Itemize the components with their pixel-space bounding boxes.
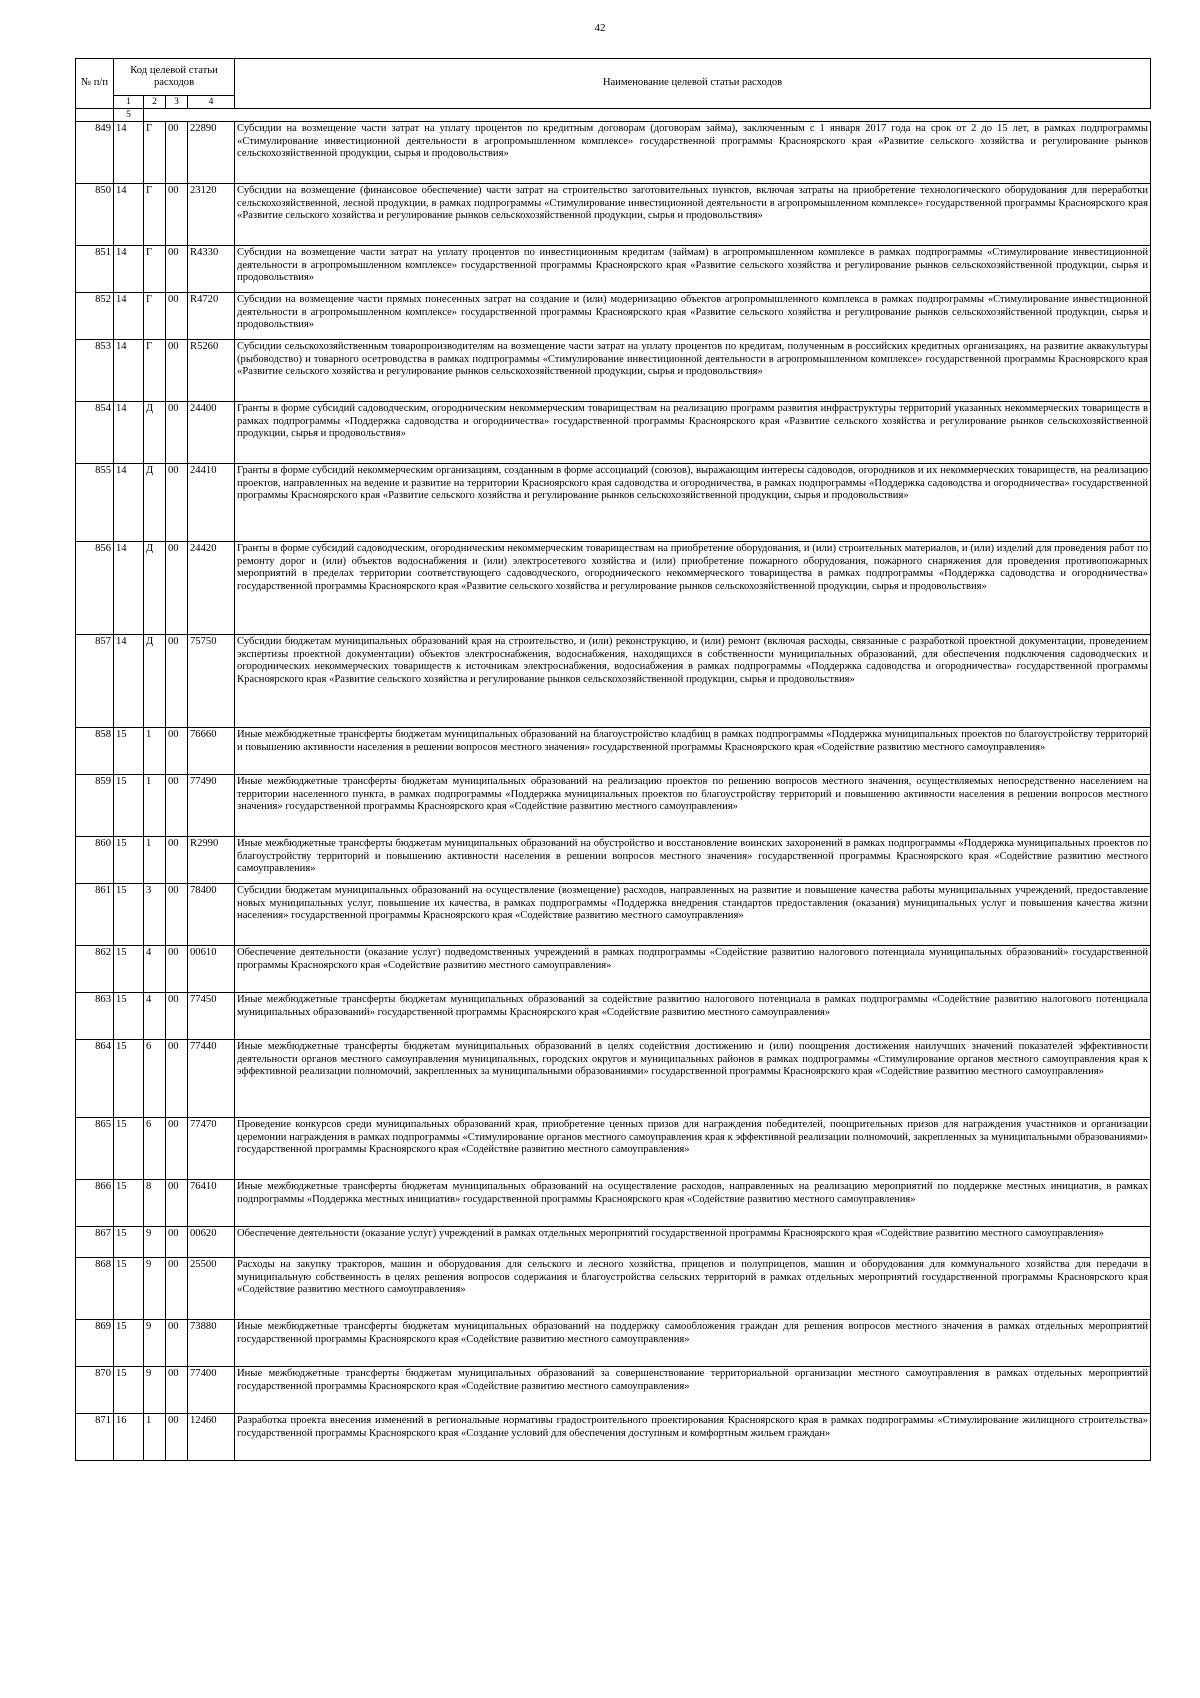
col-number-3: 3	[166, 96, 188, 109]
expenditure-name: Разработка проекта внесения изменений в региональные нормативы градостроительного проектирования Красноярского края в рамках подпрограммы «Стимулирование жилищного строительства» государственной программы Красноярского края «Создание условий для обеспечения доступным и комфортным жильем граждан»	[235, 1414, 1151, 1461]
expenditure-name: Субсидии на возмещение части затрат на уплату процентов по инвестиционным кредитам (займам) в агропромышленном комплексе в рамках подпрограммы «Стимулирование инвестиционной деятельности в агропромышленном комплексе» государственной программы Красноярского края «Развитие сельского хозяйства и регулирование рынков сельскохозяйственной продукции, сырья и продовольствия»	[235, 246, 1151, 293]
row-number: 867	[76, 1227, 114, 1258]
row-number: 859	[76, 775, 114, 837]
code-part-2: 9	[144, 1227, 166, 1258]
code-part-1: 14	[114, 122, 144, 184]
code-part-4: 78400	[188, 884, 235, 946]
table-row	[76, 635, 1151, 728]
table-row	[76, 1227, 1151, 1258]
code-part-4: 77490	[188, 775, 235, 837]
code-part-3: 00	[166, 122, 188, 184]
table-row	[76, 775, 1151, 837]
expenditure-name: Субсидии бюджетам муниципальных образований на осуществление (возмещение) расходов, направленных на развитие и повышение качества работы муниципальных учреждений, предоставление новых муниципальных услуг, повышение их качества, в рамках подпрограммы «Поддержка внедрения стандартов предоставления (оказания) муниципальных услуг и повышения качества жизни населения» государственной программы Красноярского края «Содействие развитию местного самоуправления»	[235, 884, 1151, 946]
expenditure-name: Иные межбюджетные трансферты бюджетам муниципальных образований на поддержку самообложения граждан для решения вопросов местного значения в рамках отдельных мероприятий государственной программы Красноярского края «Содействие развитию местного самоуправления»	[235, 1320, 1151, 1367]
row-number: 850	[76, 184, 114, 246]
target-expenditure-table	[75, 58, 1151, 1461]
code-part-3: 00	[166, 775, 188, 837]
code-part-4: 23120	[188, 184, 235, 246]
row-number: 862	[76, 946, 114, 993]
code-part-4: 76660	[188, 728, 235, 775]
table-row	[76, 837, 1151, 884]
code-part-2: Д	[144, 402, 166, 464]
row-number: 869	[76, 1320, 114, 1367]
expenditure-name: Субсидии на возмещение части затрат на уплату процентов по кредитным договорам (договорам займа), заключенным с 1 января 2017 года на срок от 2 до 15 лет, в рамках подпрограммы «Стимулирование инвестиционной деятельности в агропромышленном комплексе» государственной программы Красноярского края «Развитие сельского хозяйства и регулирование рынков сельскохозяйственной продукции, сырья и продовольствия»	[235, 122, 1151, 184]
code-part-3: 00	[166, 1258, 188, 1320]
code-part-2: 9	[144, 1258, 166, 1320]
code-part-2: Д	[144, 542, 166, 635]
code-part-4: 00610	[188, 946, 235, 993]
code-part-4: 25500	[188, 1258, 235, 1320]
expenditure-name: Иные межбюджетные трансферты бюджетам муниципальных образований за содействие развитию налогового потенциала в рамках подпрограммы «Содействие развитию налогового потенциала муниципальных образований» государственной программы Красноярского края «Содействие развитию местного самоуправления»	[235, 993, 1151, 1040]
code-part-4: R4330	[188, 246, 235, 293]
code-part-3: 00	[166, 1227, 188, 1258]
code-part-4: 12460	[188, 1414, 235, 1461]
code-part-1: 15	[114, 993, 144, 1040]
code-part-2: 8	[144, 1180, 166, 1227]
row-number: 855	[76, 464, 114, 542]
code-part-2: Г	[144, 246, 166, 293]
row-number: 868	[76, 1258, 114, 1320]
expenditure-name: Иные межбюджетные трансферты бюджетам муниципальных образований на осуществление расходов, направленных на реализацию мероприятий по поддержке местных инициатив, в рамках подпрограммы «Поддержка местных инициатив» государственной программы Красноярского края «Содействие развитию местного самоуправления»	[235, 1180, 1151, 1227]
code-part-3: 00	[166, 293, 188, 340]
code-part-3: 00	[166, 402, 188, 464]
code-part-3: 00	[166, 635, 188, 728]
expenditure-name: Расходы на закупку тракторов, машин и оборудования для сельского и лесного хозяйства, прицепов и полуприцепов, машин и оборудования для коммунального хозяйства для передачи в муниципальную собственность в целях решения вопросов содержания и благоустройства сельских территорий в рамках отдельных мероприятий государственной программы Красноярского края «Содействие развитию местного самоуправления»	[235, 1258, 1151, 1320]
code-part-1: 14	[114, 340, 144, 402]
code-part-1: 15	[114, 1040, 144, 1118]
code-part-1: 14	[114, 293, 144, 340]
code-part-2: 1	[144, 728, 166, 775]
expenditure-name: Субсидии сельскохозяйственным товаропроизводителям на возмещение части затрат на уплату процентов по кредитам, полученным в российских кредитных организациях, на развитие аквакультуры (рыбоводство) и товарного осетроводства в рамках подпрограммы «Стимулирование инвестиционной деятельности в агропромышленном комплексе» государственной программы Красноярского края «Развитие сельского хозяйства и регулирование рынков сельскохозяйственной продукции, сырья и продовольствия»	[235, 340, 1151, 402]
code-part-1: 15	[114, 1367, 144, 1414]
row-number: 849	[76, 122, 114, 184]
table-row	[76, 184, 1151, 246]
code-part-3: 00	[166, 1040, 188, 1118]
col-number-blank	[76, 109, 114, 122]
table-row	[76, 1367, 1151, 1414]
expenditure-name: Иные межбюджетные трансферты бюджетам муниципальных образований на благоустройство кладбищ в рамках подпрограммы «Поддержка муниципальных проектов по благоустройству территорий и повышению активности населения в решении вопросов местного значения» государственной программы Красноярского края «Содействие развитию местного самоуправления»	[235, 728, 1151, 775]
code-part-2: 9	[144, 1367, 166, 1414]
header-name: Наименование целевой статьи расходов	[235, 59, 1151, 109]
code-part-1: 15	[114, 884, 144, 946]
expenditure-name: Иные межбюджетные трансферты бюджетам муниципальных образований в целях содействия достижению и (или) поощрения достижения наилучших значений показателей эффективности деятельности органов местного самоуправления муниципальных, городских округов и муниципальных районов в рамках подпрограммы «Стимулирование органов местного самоуправления края к эффективной реализации полномочий, закрепленных за муниципальными образованиями» государственной программы Красноярского края «Содействие развитию местного самоуправления»	[235, 1040, 1151, 1118]
code-part-1: 15	[114, 1258, 144, 1320]
row-number: 854	[76, 402, 114, 464]
code-part-1: 14	[114, 184, 144, 246]
code-part-2: Д	[144, 464, 166, 542]
table-row	[76, 946, 1151, 993]
code-part-2: 1	[144, 837, 166, 884]
code-part-3: 00	[166, 246, 188, 293]
table-row	[76, 884, 1151, 946]
expenditure-name: Иные межбюджетные трансферты бюджетам муниципальных образований за совершенствование территориальной организации местного самоуправления в рамках отдельных мероприятий государственной программы Красноярского края «Содействие развитию местного самоуправления»	[235, 1367, 1151, 1414]
expenditure-name: Иные межбюджетные трансферты бюджетам муниципальных образований на обустройство и восстановление воинских захоронений в рамках подпрограммы «Поддержка муниципальных проектов по благоустройству территорий и повышению активности населения в решении вопросов местного значения» государственной программы Красноярского края «Содействие развитию местного самоуправления»	[235, 837, 1151, 884]
table-row	[76, 402, 1151, 464]
code-part-2: Г	[144, 340, 166, 402]
code-part-4: 77470	[188, 1118, 235, 1180]
code-part-1: 15	[114, 1227, 144, 1258]
table-row	[76, 728, 1151, 775]
table-row	[76, 1258, 1151, 1320]
code-part-2: 1	[144, 1414, 166, 1461]
table-row	[76, 122, 1151, 184]
code-part-2: Г	[144, 184, 166, 246]
table-row	[76, 1320, 1151, 1367]
code-part-1: 15	[114, 1118, 144, 1180]
code-part-2: Г	[144, 122, 166, 184]
table-body	[76, 122, 1151, 1461]
expenditure-name: Иные межбюджетные трансферты бюджетам муниципальных образований на реализацию проектов по решению вопросов местного значения, осуществляемых непосредственно населением на территории населенного пункта, в рамках подпрограммы «Поддержка муниципальных проектов по благоустройству территорий и повышению активности населения в решении вопросов местного значения» государственной программы Красноярского края «Содействие развитию местного самоуправления»	[235, 775, 1151, 837]
expenditure-name: Проведение конкурсов среди муниципальных образований края, приобретение ценных призов для награждения победителей, поощрительных призов для награждения участников и организации церемонии награждения в рамках подпрограммы «Стимулирование органов местного самоуправления края к эффективной реализации полномочий, закрепленных за муниципальными образованиями» государственной программы Красноярского края «Содействие развитию местного самоуправления»	[235, 1118, 1151, 1180]
row-number: 856	[76, 542, 114, 635]
code-part-2: 3	[144, 884, 166, 946]
header-num: № п/п	[76, 59, 114, 109]
code-part-3: 00	[166, 728, 188, 775]
code-part-4: 77450	[188, 993, 235, 1040]
expenditure-name: Субсидии на возмещение части прямых понесенных затрат на создание и (или) модернизацию объектов агропромышленного комплекса в рамках подпрограммы «Стимулирование инвестиционной деятельности в агропромышленном комплексе» государственной программы Красноярского края «Развитие сельского хозяйства и регулирование рынков сельскохозяйственной продукции, сырья и продовольствия»	[235, 293, 1151, 340]
row-number: 864	[76, 1040, 114, 1118]
code-part-2: 1	[144, 775, 166, 837]
expenditure-name: Обеспечение деятельности (оказание услуг) учреждений в рамках отдельных мероприятий государственной программы Красноярского края «Содействие развитию местного самоуправления»	[235, 1227, 1151, 1258]
code-part-3: 00	[166, 340, 188, 402]
table-row	[76, 993, 1151, 1040]
table-row	[76, 246, 1151, 293]
expenditure-name: Субсидии бюджетам муниципальных образований края на строительство, и (или) реконструкцию, и (или) ремонт (включая расходы, связанные с разработкой проектной документации, проведением экспертизы проектной документации) объектов электроснабжения, водоснабжения, находящихся в собственности муниципальных образований, для обеспечения подключения садоводческих и огороднических некоммерческих товариществ к источникам электроснабжения, водоснабжения в рамках подпрограммы «Поддержка садоводства и огородничества» государственной программы Красноярского края «Развитие сельского хозяйства и регулирование рынков сельскохозяйственной продукции, сырья и продовольствия»	[235, 635, 1151, 728]
table-row	[76, 1040, 1151, 1118]
row-number: 866	[76, 1180, 114, 1227]
code-part-4: 76410	[188, 1180, 235, 1227]
code-part-3: 00	[166, 1180, 188, 1227]
code-part-1: 15	[114, 775, 144, 837]
row-number: 857	[76, 635, 114, 728]
code-part-3: 00	[166, 184, 188, 246]
code-part-2: 4	[144, 993, 166, 1040]
code-part-1: 14	[114, 635, 144, 728]
code-part-1: 16	[114, 1414, 144, 1461]
code-part-1: 14	[114, 246, 144, 293]
code-part-4: 22890	[188, 122, 235, 184]
row-number: 852	[76, 293, 114, 340]
code-part-3: 00	[166, 1414, 188, 1461]
row-number: 863	[76, 993, 114, 1040]
code-part-4: 75750	[188, 635, 235, 728]
code-part-2: 6	[144, 1118, 166, 1180]
code-part-4: 24410	[188, 464, 235, 542]
code-part-1: 14	[114, 464, 144, 542]
expenditure-name: Гранты в форме субсидий садоводческим, огородническим некоммерческим товариществам на приобретение оборудования, и (или) строительных материалов, и (или) изделий для проведения работ по ремонту дорог и (или) объектов водоснабжения и (или) электросетевого хозяйства и (или) приобретение пожарного оборудования, пожарного снаряжения для проведения противопожарных мероприятий в пределах территории соответствующего садоводческого, огороднического некоммерческого товарищества в рамках подпрограммы «Поддержка садоводства и огородничества» государственной программы Красноярского края «Развитие сельского хозяйства и регулирование рынков сельскохозяйственной продукции, сырья и продовольствия»	[235, 542, 1151, 635]
col-number-4: 4	[188, 96, 235, 109]
expenditure-name: Обеспечение деятельности (оказание услуг) подведомственных учреждений в рамках подпрограммы «Содействие развитию налогового потенциала муниципальных образований» государственной программы Красноярского края «Содействие развитию местного самоуправления»	[235, 946, 1151, 993]
col-number-2: 2	[144, 96, 166, 109]
code-part-1: 15	[114, 837, 144, 884]
code-part-1: 14	[114, 402, 144, 464]
code-part-3: 00	[166, 1118, 188, 1180]
row-number: 871	[76, 1414, 114, 1461]
code-part-3: 00	[166, 946, 188, 993]
code-part-3: 00	[166, 1320, 188, 1367]
code-part-3: 00	[166, 837, 188, 884]
code-part-1: 15	[114, 728, 144, 775]
row-number: 851	[76, 246, 114, 293]
table-row	[76, 1180, 1151, 1227]
code-part-4: R4720	[188, 293, 235, 340]
row-number: 853	[76, 340, 114, 402]
code-part-4: 77400	[188, 1367, 235, 1414]
code-part-1: 15	[114, 1320, 144, 1367]
code-part-4: 00620	[188, 1227, 235, 1258]
code-part-3: 00	[166, 993, 188, 1040]
code-part-2: Д	[144, 635, 166, 728]
code-part-3: 00	[166, 1367, 188, 1414]
row-number: 865	[76, 1118, 114, 1180]
table-row	[76, 340, 1151, 402]
code-part-1: 14	[114, 542, 144, 635]
page-number: 42	[594, 22, 606, 34]
code-part-2: 4	[144, 946, 166, 993]
col-number-5: 5	[114, 109, 144, 122]
row-number: 870	[76, 1367, 114, 1414]
expenditure-name: Гранты в форме субсидий садоводческим, огородническим некоммерческим товариществам на реализацию программ развития инфраструктуры территорий указанных некоммерческих товариществ в рамках подпрограммы «Поддержка садоводства и огородничества» государственной программы Красноярского края «Развитие сельского хозяйства и регулирование рынков сельскохозяйственной продукции, сырья и продовольствия»	[235, 402, 1151, 464]
code-part-1: 15	[114, 946, 144, 993]
table-row	[76, 464, 1151, 542]
code-part-2: 9	[144, 1320, 166, 1367]
code-part-3: 00	[166, 464, 188, 542]
code-part-4: 24420	[188, 542, 235, 635]
code-part-4: R2990	[188, 837, 235, 884]
code-part-2: 6	[144, 1040, 166, 1118]
table-row	[76, 542, 1151, 635]
row-number: 858	[76, 728, 114, 775]
table-row	[76, 1118, 1151, 1180]
code-part-4: 77440	[188, 1040, 235, 1118]
table-row	[76, 293, 1151, 340]
row-number: 861	[76, 884, 114, 946]
table-row	[76, 1414, 1151, 1461]
code-part-2: Г	[144, 293, 166, 340]
code-part-4: R5260	[188, 340, 235, 402]
code-part-4: 73880	[188, 1320, 235, 1367]
expenditure-name: Гранты в форме субсидий некоммерческим организациям, созданным в форме ассоциаций (союзов), выражающим интересы садоводов, огородников и их некоммерческих товариществ, на реализацию проектов, направленных на ведение и развитие на территории Красноярского края садоводства и огородничества, в рамках подпрограммы «Поддержка садоводства и огородничества» государственной программы Красноярского края «Развитие сельского хозяйства и регулирование рынков сельскохозяйственной продукции, сырья и продовольствия»	[235, 464, 1151, 542]
code-part-4: 24400	[188, 402, 235, 464]
row-number: 860	[76, 837, 114, 884]
code-part-3: 00	[166, 884, 188, 946]
expenditure-name: Субсидии на возмещение (финансовое обеспечение) части затрат на строительство заготовительных пунктов, включая затраты на приобретение технологического оборудования для переработки сельскохозяйственной, лесной продукции, в рамках подпрограммы «Стимулирование инвестиционной деятельности в агропромышленном комплексе» государственной программы Красноярского края «Развитие сельского хозяйства и регулирование рынков сельскохозяйственной продукции, сырья и продовольствия»	[235, 184, 1151, 246]
code-part-3: 00	[166, 542, 188, 635]
header-code: Код целевой статьи расходов	[114, 59, 235, 96]
code-part-1: 15	[114, 1180, 144, 1227]
col-number-1: 1	[114, 96, 144, 109]
